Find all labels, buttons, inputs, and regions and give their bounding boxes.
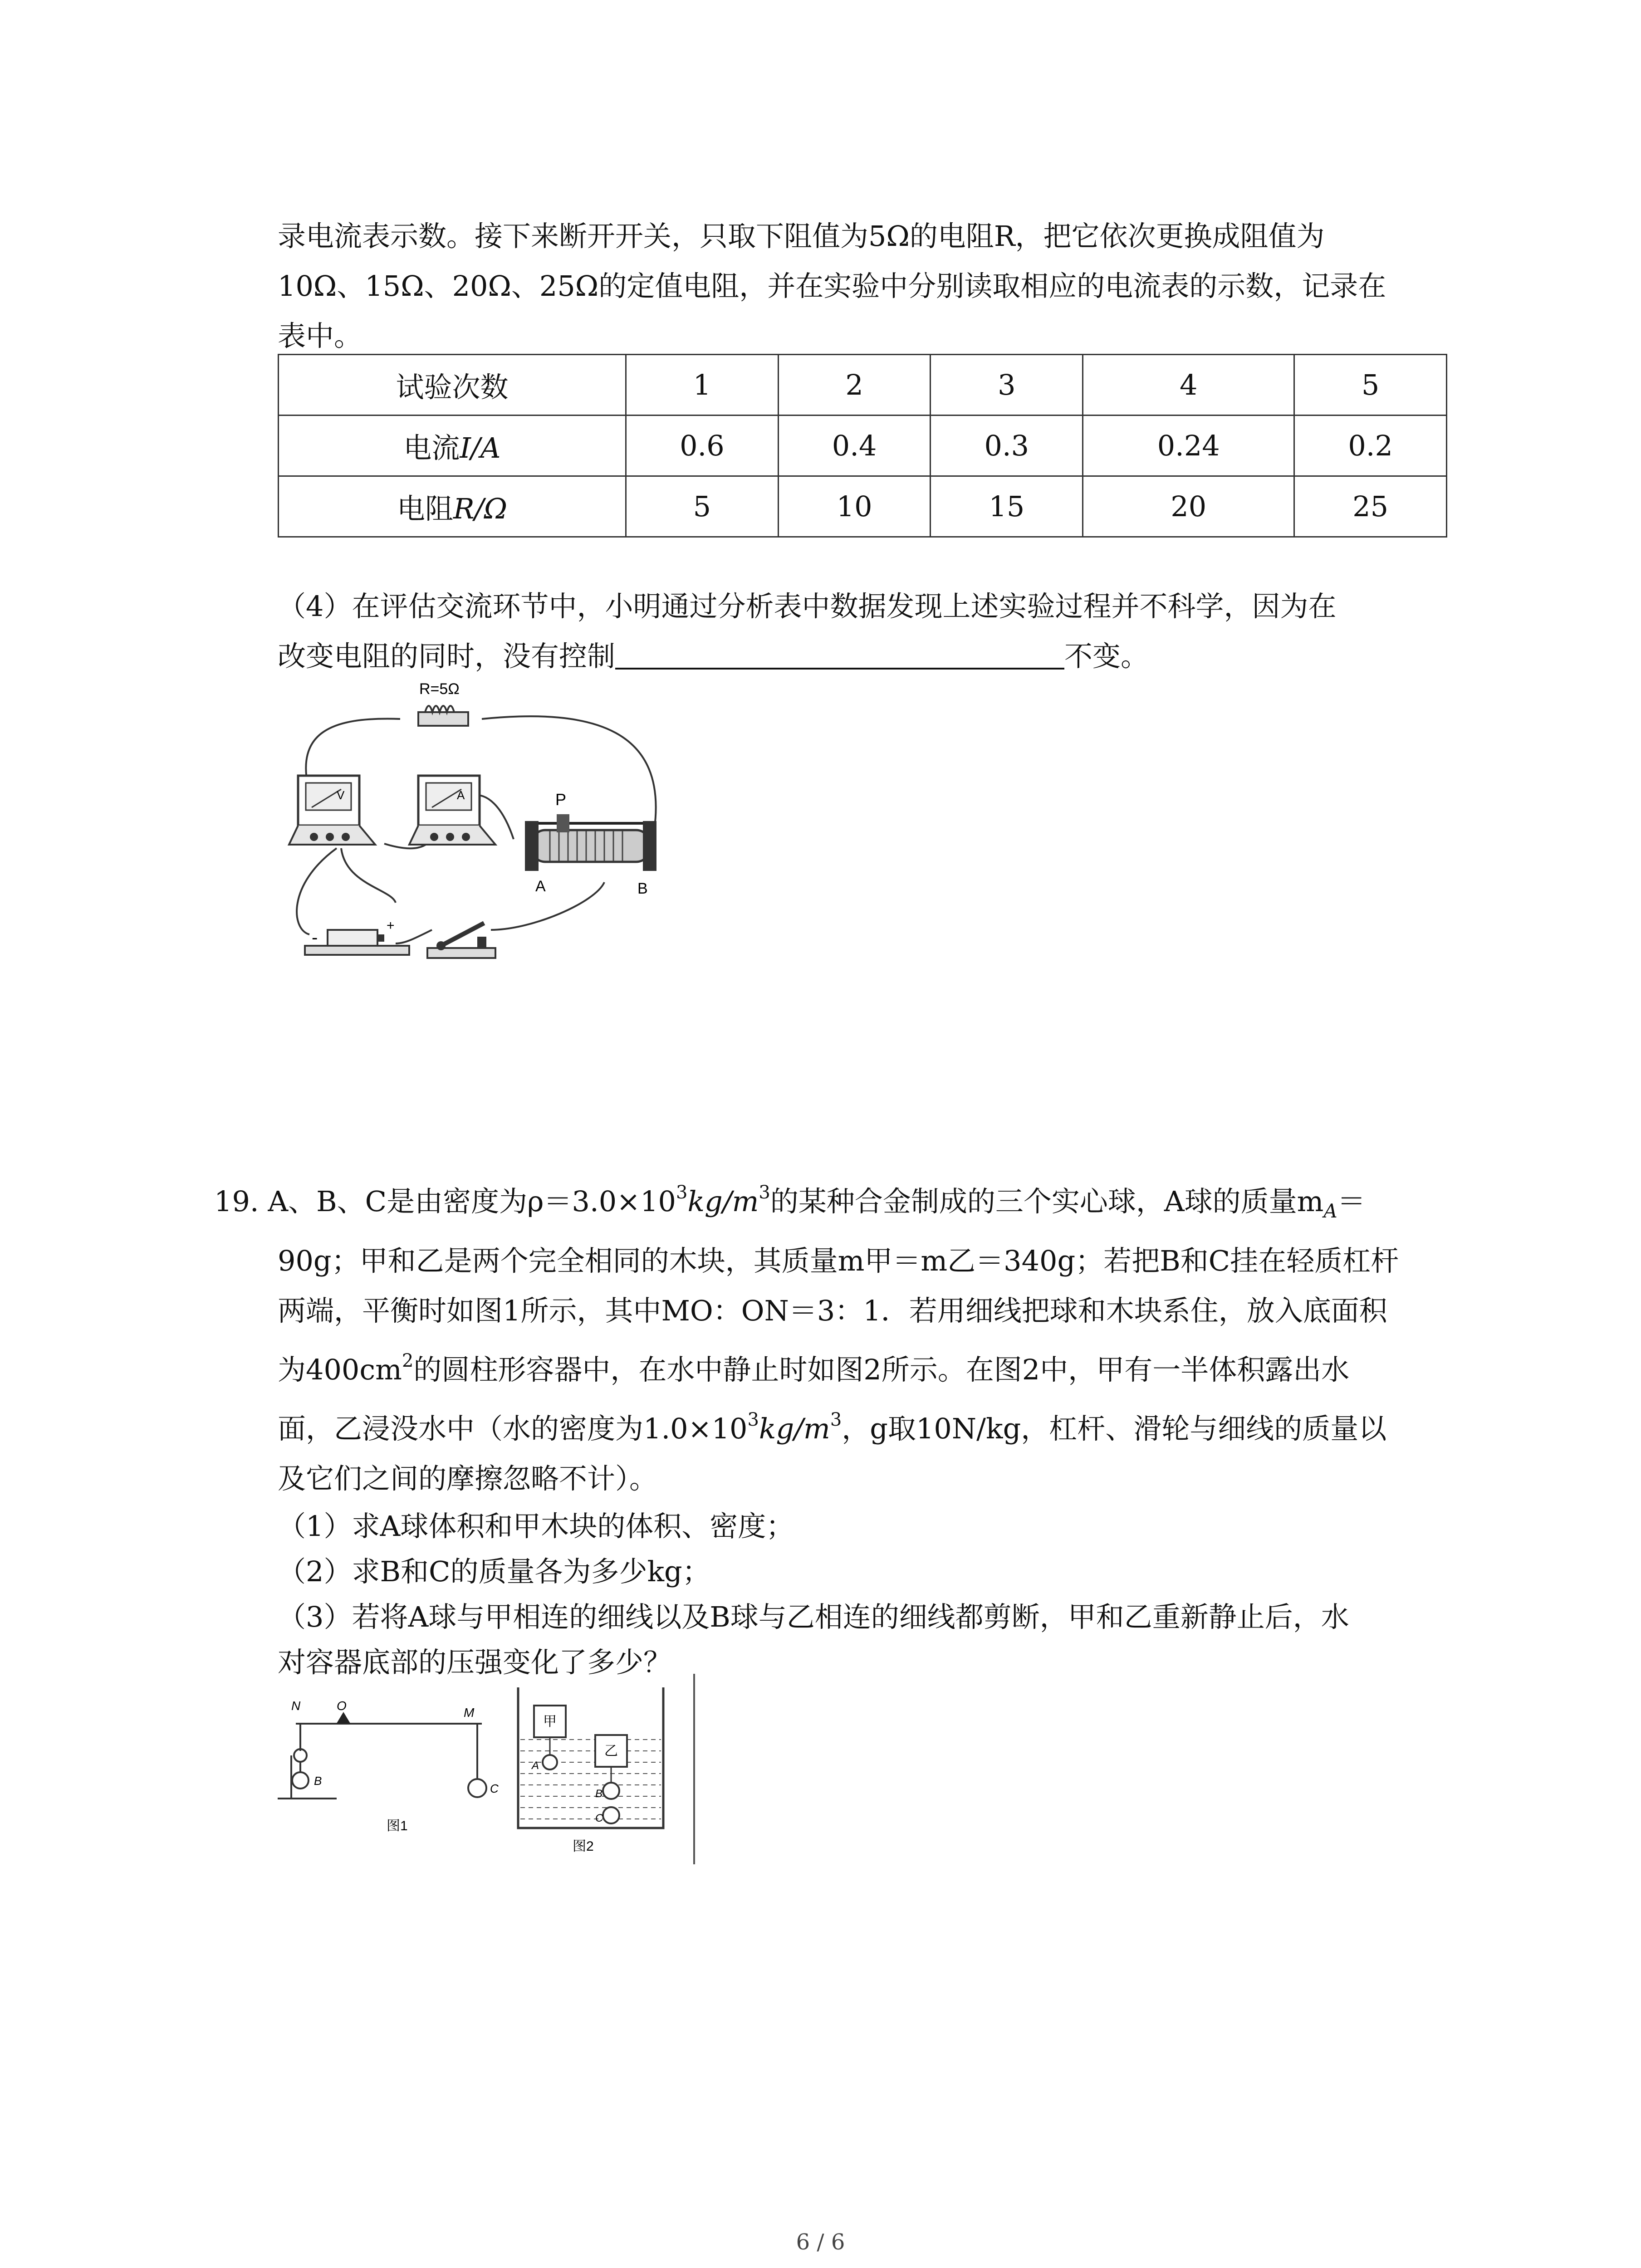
- q19-sub-1: （1）求A球体积和甲木块的体积、密度；: [278, 1510, 794, 1543]
- resistor-icon: [418, 706, 468, 726]
- voltmeter-icon: [289, 776, 375, 845]
- q4-line-1: （4）在评估交流环节中，小明通过分析表中数据发现上述实验过程并不科学，因为在: [278, 590, 1337, 623]
- superscript: 3: [830, 1409, 842, 1430]
- block-jia-label: 甲: [543, 1714, 557, 1729]
- table-cell: 3: [931, 355, 1083, 415]
- superscript: 2: [402, 1350, 414, 1371]
- q4-text-before: 改变电阻的同时，没有控制: [278, 640, 616, 673]
- table-row-trials: [279, 355, 1447, 415]
- q19-text: 的某种合金制成的三个实心球，A球的质量m: [770, 1185, 1324, 1218]
- resistor-label: R=5Ω: [419, 680, 460, 698]
- table-cell: 1: [626, 355, 779, 415]
- q19-sub-2: （2）求B和C的质量各为多少kg；: [278, 1555, 710, 1588]
- current-label-text: 电流: [403, 431, 460, 464]
- label-o: O: [337, 1699, 347, 1713]
- intro-line-1: 录电流表示数。接下来断开开关，只取下阻值为5Ω的电阻R，把它依次更换成阻值为: [278, 220, 1325, 253]
- table-cell: 0.3: [931, 415, 1083, 476]
- table-cell: 0.4: [778, 415, 931, 476]
- label-c: C: [490, 1782, 499, 1795]
- ball-a-label: A: [532, 1760, 539, 1772]
- question-19: [214, 1168, 1453, 1685]
- answer-blank[interactable]: [615, 636, 1064, 670]
- resistance-label-symbol: R/Ω: [453, 492, 507, 525]
- trials-header: 试验次数: [279, 355, 626, 415]
- q19-text: ，g取10N/kg，杠杆、滑轮与细线的质量以: [842, 1412, 1387, 1445]
- unit: kg/m: [759, 1412, 830, 1445]
- battery-plus: +: [387, 918, 395, 933]
- table-cell: 5: [626, 476, 779, 537]
- table-cell: 0.6: [626, 415, 779, 476]
- table-cell: 20: [1083, 476, 1294, 537]
- battery-minus: -: [312, 928, 318, 948]
- q19-line-1: [214, 1168, 1453, 1236]
- q4-line-2: [278, 631, 1453, 681]
- table-row-current: [279, 415, 1447, 476]
- intro-line-3: 表中。: [278, 319, 362, 352]
- resistance-label-text: 电阻: [397, 492, 454, 525]
- figure-2-caption: 图2: [573, 1839, 594, 1854]
- q19-sub-3-cont: 对容器底部的压强变化了多少？: [278, 1646, 672, 1679]
- table-cell: 10: [778, 476, 931, 537]
- lever-diagram: [278, 1714, 486, 1799]
- voltmeter-letter: V: [337, 788, 345, 802]
- slider-label: P: [555, 790, 567, 809]
- table-cell: 4: [1083, 355, 1294, 415]
- q19-line-5: [278, 1395, 1453, 1454]
- q19-line-2: 90g；甲和乙是两个完全相同的木块，其质量m甲＝m乙＝340g；若把B和C挂在轻质杠杆: [278, 1244, 1399, 1277]
- q19-text: 为400cm: [278, 1353, 402, 1386]
- q19-line-3: 两端，平衡时如图1所示，其中MO：ON＝3：1．若用细线把球和木块系住，放入底面积: [278, 1294, 1387, 1327]
- table-cell: 25: [1294, 476, 1447, 537]
- table-cell: 0.24: [1083, 415, 1294, 476]
- current-label-symbol: I/A: [460, 431, 501, 464]
- intro-line-2: 10Ω、15Ω、20Ω、25Ω的定值电阻，并在实验中分别读取相应的电流表的示数，记录在: [278, 269, 1386, 303]
- page-number: 6 / 6: [796, 2229, 845, 2255]
- end-b-label: B: [637, 880, 648, 897]
- q19-line-6: 及它们之间的摩擦忽略不计）。: [278, 1462, 658, 1495]
- subscript: A: [1323, 1200, 1337, 1222]
- question-4: [278, 582, 1453, 681]
- rheostat-icon: [525, 814, 656, 871]
- label-n: N: [291, 1699, 301, 1713]
- superscript: 3: [676, 1182, 688, 1203]
- table-cell: 15: [931, 476, 1083, 537]
- superscript: 3: [759, 1182, 770, 1203]
- table-row-resistance: [279, 476, 1447, 537]
- q19-text: A、B、C是由密度为ρ＝3.0×10: [268, 1185, 676, 1218]
- unit: kg/m: [687, 1185, 759, 1218]
- intro-paragraph: [278, 211, 1453, 361]
- block-yi-label: 乙: [604, 1744, 618, 1759]
- q19-text: 面，乙浸没水中（水的密度为1.0×10: [278, 1412, 748, 1445]
- q4-text-after: 不变。: [1064, 640, 1149, 673]
- data-table: [278, 354, 1447, 538]
- table-cell: 2: [778, 355, 931, 415]
- question-number: 19.: [214, 1185, 259, 1218]
- circuit-figure: [278, 676, 677, 984]
- end-a-label: A: [535, 878, 546, 895]
- q19-line-4: [278, 1336, 1453, 1395]
- ammeter-icon: [409, 776, 495, 845]
- q19-sub-3: （3）若将A球与甲相连的细线以及B球与乙相连的细线都剪断，甲和乙重新静止后，水: [278, 1600, 1349, 1633]
- ammeter-letter: A: [457, 788, 465, 802]
- lever-and-container-figure: [278, 1674, 700, 1864]
- label-b: B: [314, 1774, 322, 1788]
- figure-1-caption: 图1: [387, 1818, 408, 1833]
- q19-text: ＝: [1337, 1185, 1366, 1218]
- superscript: 3: [747, 1409, 759, 1430]
- ball-c-label: C: [595, 1812, 603, 1824]
- q19-text: 的圆柱形容器中，在水中静止时如图2所示。在图2中，甲有一半体积露出水: [413, 1353, 1350, 1386]
- current-header: [279, 415, 626, 476]
- label-m: M: [464, 1706, 475, 1720]
- table-cell: 0.2: [1294, 415, 1447, 476]
- switch-icon: [427, 923, 495, 958]
- battery-icon: [305, 930, 409, 955]
- container-diagram: [518, 1687, 663, 1828]
- table-cell: 5: [1294, 355, 1447, 415]
- ball-b-label: B: [595, 1788, 603, 1800]
- resistance-header: [279, 476, 626, 537]
